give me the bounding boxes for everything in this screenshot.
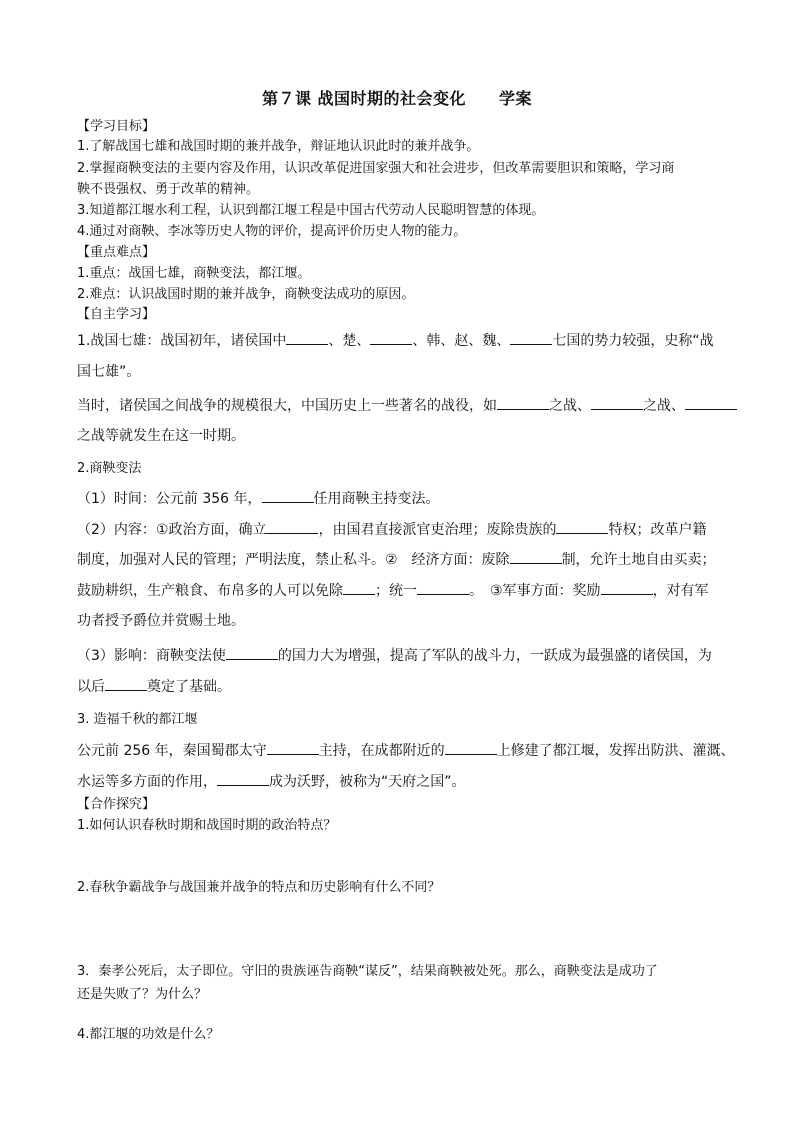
section-heading-cooperation: 【合作探究】 <box>77 797 156 812</box>
q2-impact-b: 的国力大为增强，提高了军队的战斗力，一跃成为最强盛的诸侯国，为 <box>277 648 712 664</box>
q1-line-1 <box>77 330 714 352</box>
q1-text-c: 、韩、赵、魏、 <box>412 333 511 349</box>
war-line-1 <box>77 395 737 417</box>
q2-content-i: ，对有军 <box>652 583 709 599</box>
q2-content-b: ，由国君直接派官吏治理；废除贵族的 <box>318 522 557 538</box>
coop-question-3b: 还是失败了？为什么？ <box>77 987 208 1002</box>
q2-heading: 2.商鞅变法 <box>77 461 142 476</box>
q3-line-2 <box>77 771 466 793</box>
key-line-2: 2.难点：认识战国时期的兼并战争，商鞅变法成功的原因。 <box>77 287 415 302</box>
section-heading-goals: 【学习目标】 <box>77 119 156 134</box>
fill-blank[interactable] <box>226 645 278 660</box>
fill-blank[interactable] <box>267 740 319 755</box>
q1-text-d: 七国的势力较强，史称“战 <box>552 333 714 349</box>
q3-heading: 3. 造福千秋的都江堰 <box>77 712 198 727</box>
q3-text-e: 成为沃野，被称为“天府之国”。 <box>269 774 466 790</box>
q2-impact-c: 以后 <box>77 679 105 695</box>
war-text-c: 之战、 <box>643 398 685 414</box>
q1-line-2: 国七雄”。 <box>77 364 141 380</box>
q2-content-a: （2）内容：①政治方面，确立 <box>77 522 267 538</box>
fill-blank[interactable] <box>286 330 328 345</box>
goal-line-3: 3.知道都江堰水利工程，认识到都江堰工程是中国古代劳动人民聪明智慧的体现。 <box>77 203 545 218</box>
coop-question-4: 4.都江堰的功效是什么？ <box>77 1027 220 1042</box>
fill-blank[interactable] <box>510 549 562 564</box>
war-line-2: 之战等就发生在这一时期。 <box>77 428 245 444</box>
fill-blank[interactable] <box>266 519 318 534</box>
q2-content-h: 。 ③军事方面：奖励 <box>469 583 601 599</box>
q2-content-line-2 <box>77 549 716 571</box>
q2-impact-a: （3）影响：商鞅变法使 <box>77 648 226 664</box>
fill-blank[interactable] <box>262 488 314 503</box>
q3-text-d: 水运等多方面的作用， <box>77 774 217 790</box>
key-line-1: 1.重点：战国七雄，商鞅变法，都江堰。 <box>77 266 311 281</box>
war-text-b: 之战、 <box>549 398 591 414</box>
goal-line-2b: 鞅不畏强权、勇于改革的精神。 <box>77 182 260 197</box>
q2-content-e: 制，允许土地自由买卖； <box>561 552 716 568</box>
war-text-a: 当时，诸侯国之间战争的规模很大，中国历史上一些著名的战役，如 <box>77 398 497 414</box>
q2-time-a: （1）时间：公元前 356 年， <box>77 491 262 507</box>
section-heading-self-study: 【自主学习】 <box>77 307 156 322</box>
fill-blank[interactable] <box>556 519 608 534</box>
q3-text-c: 上修建了都江堰，发挥出防洪、灌溉、 <box>496 743 735 759</box>
q2-impact-line-2 <box>77 676 231 698</box>
q2-content-d: 制度，加强对人民的管理；严明法度，禁止私斗。② 经济方面：废除 <box>77 552 510 568</box>
fill-blank[interactable] <box>417 580 469 595</box>
q2-time-line <box>77 488 440 510</box>
fill-blank[interactable] <box>343 580 375 595</box>
q2-time-b: 任用商鞅主持变法。 <box>313 491 440 507</box>
q2-impact-d: 奠定了基础。 <box>147 679 231 695</box>
q1-text-b: 、楚、 <box>328 333 371 349</box>
section-heading-key: 【重点难点】 <box>77 245 156 260</box>
q3-text-b: 主持，在成都附近的 <box>318 743 445 759</box>
q2-content-c: 特权；改革户籍 <box>608 522 707 538</box>
q1-text-a: 1.战国七雄：战国初年，诸侯国中 <box>77 333 287 349</box>
q2-content-g: ；统一 <box>375 583 417 599</box>
q2-content-line-1 <box>77 519 706 541</box>
fill-blank[interactable] <box>217 771 269 786</box>
goal-line-2a: 2.掌握商鞅变法的主要内容及作用，认识改革促进国家强大和社会进步，但改革需要胆识和策略，学习商 <box>77 161 675 176</box>
fill-blank[interactable] <box>497 395 549 410</box>
q2-content-line-4: 功者授予爵位并赏赐土地。 <box>77 613 245 629</box>
fill-blank[interactable] <box>105 676 147 691</box>
fill-blank[interactable] <box>591 395 643 410</box>
fill-blank[interactable] <box>510 330 552 345</box>
coop-question-1: 1.如何认识春秋时期和战国时期的政治特点？ <box>77 818 337 833</box>
q3-text-a: 公元前 256 年，秦国蜀郡太守 <box>77 743 267 759</box>
fill-blank[interactable] <box>445 740 497 755</box>
fill-blank[interactable] <box>685 395 737 410</box>
fill-blank[interactable] <box>370 330 412 345</box>
goal-line-1: 1.了解战国七雄和战国时期的兼并战争，辩证地认识此时的兼并战争。 <box>77 139 480 154</box>
q2-content-line-3 <box>77 580 709 602</box>
fill-blank[interactable] <box>601 580 653 595</box>
q2-impact-line-1 <box>77 645 712 667</box>
goal-line-4: 4.通过对商鞅、李冰等历史人物的评价，提高评价历史人物的能力。 <box>77 224 467 239</box>
coop-question-3a: 3．秦孝公死后，太子即位。守旧的贵族诬告商鞅“谋反”，结果商鞅被处死。那么，商鞅变法是成功了 <box>77 964 658 979</box>
coop-question-2: 2.春秋争霸战争与战国兼并战争的特点和历史影响有什么不同？ <box>77 880 441 895</box>
q2-content-f: 鼓励耕织，生产粮食、布帛多的人可以免除 <box>77 583 343 599</box>
q3-line-1 <box>77 740 735 762</box>
page-title: 第７课 战国时期的社会变化 学案 <box>261 89 533 108</box>
